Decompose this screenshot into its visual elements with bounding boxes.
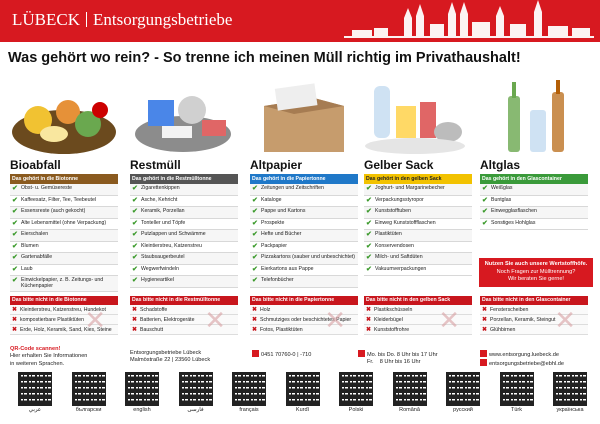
- qr-language-label: русский: [453, 407, 473, 413]
- allowed-item: [10, 219, 118, 231]
- forbidden-item-label: Kunststoffrohre: [374, 327, 410, 333]
- allowed-item-label: Tonteller und Töpfe: [141, 219, 186, 226]
- forbidden-item-label: Kleintierstreu, Katzenstreu, Hundekot: [20, 307, 106, 313]
- check-icon: ✔: [132, 208, 138, 215]
- residual-waste-photo: [128, 76, 238, 156]
- allowed-item: [10, 242, 118, 254]
- allowed-header: Das gehört in die Biotonne: [10, 174, 118, 184]
- phone-ext[interactable]: -710: [300, 352, 312, 358]
- allowed-item: [130, 242, 238, 254]
- allowed-item: [10, 207, 118, 219]
- check-icon: ✔: [12, 277, 18, 284]
- allowed-item: [250, 219, 358, 231]
- large-cross-icon: ✕: [438, 305, 460, 335]
- qr-language-label: български: [75, 407, 102, 413]
- check-icon: ✔: [366, 254, 372, 261]
- forbidden-item-label: Erde, Holz, Keramik, Sand, Kies, Steine: [20, 327, 112, 333]
- qr-language-label: Polski: [348, 407, 364, 413]
- brand-name: Entsorgungsbetriebe: [93, 10, 233, 29]
- allowed-item-label: Gartenabfälle: [21, 254, 53, 260]
- check-icon: ✔: [12, 185, 18, 192]
- allowed-item-label: Plastiktüten: [375, 231, 402, 237]
- qr-language-label: Română: [399, 407, 420, 413]
- glass-waste-photo: [486, 76, 586, 156]
- allowed-list-altglas: [480, 174, 588, 230]
- header-bar: [0, 0, 600, 42]
- forbidden-items: [10, 305, 118, 335]
- check-icon: ✔: [132, 242, 138, 250]
- page-headline: Was gehört wo rein? - So trenne ich meinen Müll richtig im Privathaushalt!: [8, 50, 521, 66]
- allowed-item-label: Zeitungen und Zeitschriften: [261, 185, 324, 191]
- allowed-item-label: Einwickelpapier, z. B. Zeitungs- und Küchenpapier: [21, 277, 104, 289]
- qr-code-icon[interactable]: [18, 372, 52, 406]
- allowed-header: Das gehört in den gelben Sack: [364, 174, 472, 184]
- allowed-item-label: Blumen: [21, 242, 39, 249]
- allowed-items: [130, 184, 238, 288]
- forbidden-list-gelber-sack: [364, 296, 472, 335]
- qr-text-1: Hier erhalten Sie Informationen: [10, 353, 88, 360]
- info-box: [479, 258, 593, 287]
- check-icon: ✔: [482, 219, 488, 227]
- qr-code-icon[interactable]: [286, 372, 320, 406]
- forbidden-item-label: Kleiderbügel: [374, 317, 403, 323]
- check-icon: ✔: [482, 196, 488, 204]
- allowed-items: [250, 184, 358, 288]
- bio-waste-photo: [8, 76, 120, 156]
- hint-line-1: Nutzen Sie auch unsere Wertstoffhöfe.: [484, 261, 588, 267]
- qr-language-label: فارسی: [187, 407, 204, 413]
- forbidden-items: [130, 305, 238, 335]
- allowed-item-label: Einweg Kunststoffflaschen: [375, 219, 436, 226]
- globe-icon: [480, 350, 487, 357]
- check-icon: ✔: [366, 231, 372, 238]
- allowed-item-label: Eierkartons aus Pappe: [261, 265, 314, 272]
- forbidden-header: Das bitte nicht in den gelben Sack: [364, 296, 472, 305]
- allowed-item: [364, 184, 472, 196]
- allowed-item-label: Joghurt- und Margarinebecher: [375, 185, 445, 191]
- allowed-item: [364, 242, 472, 254]
- check-icon: ✔: [132, 277, 138, 284]
- allowed-item-label: Kleintierstreu, Katzenstreu: [141, 242, 202, 249]
- check-icon: ✔: [366, 219, 372, 227]
- forbidden-header: Das bitte nicht in die Restmülltonne: [130, 296, 238, 305]
- allowed-item: [130, 184, 238, 196]
- org-name: Entsorgungsbetriebe Lübeck: [130, 350, 202, 356]
- check-icon: ✔: [252, 254, 258, 261]
- qr-text-2: in weiteren Sprachen.: [10, 360, 65, 367]
- allowed-item-label: Konservendosen: [375, 242, 414, 249]
- cross-icon: ✖: [482, 327, 488, 333]
- cross-icon: ✖: [482, 307, 488, 313]
- check-icon: ✔: [12, 242, 18, 250]
- check-icon: ✔: [12, 219, 18, 227]
- allowed-item: [10, 230, 118, 242]
- hours-line-2: 8 Uhr bis 16 Uhr: [379, 359, 421, 366]
- cross-icon: ✖: [252, 317, 258, 323]
- hint-line-2: Noch Fragen zur Mülltrennung?: [496, 268, 576, 275]
- check-icon: ✔: [12, 208, 18, 215]
- allowed-item: [10, 276, 118, 292]
- forbidden-list-altglas: [480, 296, 588, 335]
- qr-code-icon[interactable]: [553, 372, 587, 406]
- allowed-item-label: Sonstiges Hohlglas: [491, 219, 536, 226]
- allowed-item-label: Telefonbücher: [261, 277, 294, 283]
- allowed-item-label: Packpapier: [261, 242, 287, 249]
- forbidden-item-label: Fotos, Plastiktüten: [260, 327, 303, 333]
- allowed-header: Das gehört in die Restmülltonne: [130, 174, 238, 184]
- large-cross-icon: ✕: [84, 305, 106, 335]
- allowed-header: Das gehört in den Glascontainer: [480, 174, 588, 184]
- allowed-item: [130, 219, 238, 231]
- check-icon: ✔: [366, 265, 372, 273]
- forbidden-list-altpapier: [250, 296, 358, 335]
- check-icon: ✔: [132, 219, 138, 227]
- check-icon: ✔: [12, 196, 18, 204]
- forbidden-header: Das bitte nicht in die Papiertonne: [250, 296, 358, 305]
- allowed-item-label: Eierschalen: [21, 231, 49, 237]
- check-icon: ✔: [12, 254, 18, 261]
- check-icon: ✔: [366, 208, 372, 215]
- allowed-item: [480, 196, 588, 208]
- brand-city: LÜBECK: [12, 10, 80, 29]
- cross-icon: ✖: [252, 307, 258, 313]
- allowed-item-label: Keramik, Porzellan: [141, 208, 185, 214]
- qr-code-icon[interactable]: [500, 372, 534, 406]
- allowed-item: [130, 265, 238, 277]
- title-bioabfall: Bioabfall: [10, 158, 61, 172]
- check-icon: ✔: [252, 231, 258, 238]
- allowed-item: [480, 184, 588, 196]
- forbidden-item-label: Glühbirnen: [490, 327, 516, 333]
- qr-title: QR-Code scannen!: [10, 346, 61, 352]
- cross-icon: ✖: [12, 307, 18, 313]
- email-link[interactable]: entsorgungsbetriebe@ebhl.de: [489, 361, 565, 368]
- qr-language-label: english: [133, 407, 151, 413]
- qr-language-label: Kurdî: [295, 407, 310, 413]
- forbidden-header: Das bitte nicht in die Biotonne: [10, 296, 118, 305]
- allowed-item-label: Pizzakartons (sauber und unbeschichtet): [261, 254, 356, 260]
- allowed-item-label: Alte Lebensmittel (ohne Verpackung): [21, 219, 107, 226]
- cross-icon: ✖: [12, 317, 18, 323]
- check-icon: ✔: [12, 265, 18, 273]
- allowed-item: [130, 276, 238, 288]
- cross-icon: ✖: [366, 307, 372, 313]
- city-skyline-icon: [344, 0, 594, 42]
- allowed-item: [10, 196, 118, 208]
- allowed-item-label: Wegwerfwindeln: [141, 265, 179, 272]
- allowed-item: [364, 196, 472, 208]
- allowed-item-label: Pappe und Kartons: [261, 208, 306, 214]
- forbidden-item-label: Holz: [260, 307, 271, 313]
- qr-language-label: Türk: [511, 407, 522, 413]
- check-icon: ✔: [132, 254, 138, 261]
- allowed-item: [364, 207, 472, 219]
- qr-language-label: français: [239, 407, 259, 413]
- check-icon: ✔: [132, 265, 138, 273]
- allowed-item: [250, 265, 358, 277]
- qr-code-icon[interactable]: [72, 372, 106, 406]
- allowed-item-label: Prospekte: [261, 219, 285, 226]
- allowed-item-label: Obst- u. Gemüsereste: [21, 185, 73, 191]
- allowed-item-label: Verpackungsstyropor: [375, 196, 424, 203]
- qr-code-icon[interactable]: [446, 372, 480, 406]
- qr-code-icon[interactable]: [393, 372, 427, 406]
- phone-info: [252, 350, 352, 359]
- allowed-item-label: Kaffeesatz, Filter, Tee, Teebeutel: [21, 196, 96, 203]
- allowed-item-label: Vakuumverpackungen: [375, 265, 427, 272]
- allowed-list-altpapier: [250, 174, 358, 288]
- allowed-item: [130, 230, 238, 242]
- check-icon: ✔: [366, 242, 372, 250]
- qr-language-label: українська: [556, 407, 584, 413]
- forbidden-item-label: Fensterscheiben: [490, 307, 529, 313]
- check-icon: ✔: [12, 231, 18, 238]
- hint-line-3: Wir beraten Sie gerne!: [508, 276, 564, 283]
- opening-hours: [358, 350, 470, 367]
- allowed-item-label: Kunststofftuben: [375, 208, 411, 214]
- allowed-item-label: Kataloge: [261, 196, 282, 203]
- allowed-item-label: Staubsaugerbeutel: [141, 254, 185, 260]
- allowed-item: [364, 265, 472, 277]
- check-icon: ✔: [366, 185, 372, 192]
- qr-code-icon[interactable]: [339, 372, 373, 406]
- cross-icon: ✖: [132, 317, 138, 323]
- allowed-items: [10, 184, 118, 292]
- check-icon: ✔: [252, 265, 258, 273]
- allowed-item: [364, 219, 472, 231]
- forbidden-item-label: kompostierbare Plastiktüten: [20, 317, 85, 323]
- phone-icon: [252, 350, 259, 357]
- phone-number[interactable]: 0451 70760-0 |: [261, 352, 299, 358]
- allowed-item-label: Putzlappen und Schwämme: [141, 231, 206, 237]
- cross-icon: ✖: [366, 317, 372, 323]
- qr-code-icon[interactable]: [179, 372, 213, 406]
- check-icon: ✔: [252, 219, 258, 227]
- cross-icon: ✖: [12, 327, 18, 333]
- brand-logo: [12, 10, 232, 30]
- forbidden-header: Das bitte nicht in den Glascontainer: [480, 296, 588, 305]
- allowed-item: [10, 265, 118, 277]
- large-cross-icon: ✕: [324, 305, 346, 335]
- org-street: Malmöstraße 22 | 23560 Lübeck: [130, 357, 211, 364]
- forbidden-item-label: Batterien, Elektrogeräte: [140, 317, 195, 323]
- web-contact: [480, 350, 598, 369]
- forbidden-items: [480, 305, 588, 335]
- forbidden-item-label: Bauschutt: [140, 327, 164, 333]
- qr-language-label: عربي: [28, 407, 42, 413]
- allowed-item-label: Laub: [21, 265, 33, 272]
- forbidden-item-label: Schmutziges oder beschichtetes Papier: [260, 317, 352, 323]
- allowed-item: [250, 242, 358, 254]
- forbidden-items: [364, 305, 472, 335]
- allowed-item-label: Hefte und Bücher: [261, 231, 302, 237]
- allowed-item-label: Einwegglasflaschen: [491, 208, 537, 214]
- forbidden-item-label: Plastikschüsseln: [374, 307, 413, 313]
- check-icon: ✔: [252, 196, 258, 204]
- allowed-item: [250, 196, 358, 208]
- org-address: [130, 350, 250, 365]
- check-icon: ✔: [132, 185, 138, 192]
- check-icon: ✔: [252, 277, 258, 284]
- allowed-item: [130, 253, 238, 265]
- allowed-item: [480, 207, 588, 219]
- large-cross-icon: ✕: [554, 305, 576, 335]
- allowed-item: [480, 219, 588, 231]
- allowed-item: [250, 184, 358, 196]
- paper-waste-photo: [254, 76, 354, 156]
- cross-icon: ✖: [252, 327, 258, 333]
- mail-icon: [480, 359, 487, 366]
- allowed-item: [10, 184, 118, 196]
- allowed-item: [250, 276, 358, 288]
- allowed-items: [364, 184, 472, 276]
- allowed-item-label: Weißglas: [491, 185, 513, 191]
- allowed-item: [364, 253, 472, 265]
- allowed-item-label: Zigarettenkippen: [141, 185, 180, 191]
- website-link[interactable]: www.entsorgung.luebeck.de: [489, 352, 559, 358]
- allowed-item-label: Buntglas: [491, 196, 512, 203]
- large-cross-icon: ✕: [204, 305, 226, 335]
- allowed-item-label: Essensreste (auch gekocht): [21, 208, 86, 214]
- qr-code-icon[interactable]: [232, 372, 266, 406]
- hours-line-1: Mo. bis Do. 8 Uhr bis 17 Uhr: [367, 352, 438, 358]
- forbidden-item-label: Schadstoffe: [140, 307, 168, 313]
- allowed-item-label: Hygieneartikel: [141, 277, 174, 283]
- forbidden-items: [250, 305, 358, 335]
- qr-info: [10, 346, 120, 368]
- cross-icon: ✖: [132, 307, 138, 313]
- title-altpapier: Altpapier: [250, 158, 303, 172]
- check-icon: ✔: [132, 231, 138, 238]
- allowed-item: [130, 196, 238, 208]
- title-restmuell: Restmüll: [130, 158, 181, 172]
- title-gelber-sack: Gelber Sack: [364, 158, 434, 172]
- hours-fr: Fr.: [367, 359, 374, 366]
- allowed-list-gelber-sack: [364, 174, 472, 276]
- check-icon: ✔: [252, 185, 258, 192]
- qr-code-icon[interactable]: [125, 372, 159, 406]
- packaging-waste-photo: [360, 76, 470, 156]
- cross-icon: ✖: [132, 327, 138, 333]
- allowed-item: [250, 207, 358, 219]
- check-icon: ✔: [252, 208, 258, 215]
- forbidden-list-bioabfall: [10, 296, 118, 335]
- check-icon: ✔: [252, 242, 258, 250]
- allowed-item: [250, 230, 358, 242]
- forbidden-list-restmuell: [130, 296, 238, 335]
- allowed-header: Das gehört in die Papiertonne: [250, 174, 358, 184]
- allowed-item: [250, 253, 358, 265]
- allowed-item: [364, 230, 472, 242]
- allowed-item: [10, 253, 118, 265]
- check-icon: ✔: [132, 196, 138, 204]
- forbidden-item-label: Porzellan, Keramik, Steingut: [490, 317, 556, 323]
- cross-icon: ✖: [482, 317, 488, 323]
- allowed-list-bioabfall: [10, 174, 118, 292]
- allowed-list-restmuell: [130, 174, 238, 288]
- check-icon: ✔: [366, 196, 372, 204]
- allowed-item: [130, 207, 238, 219]
- allowed-items: [480, 184, 588, 230]
- check-icon: ✔: [482, 185, 488, 192]
- check-icon: ✔: [482, 208, 488, 215]
- title-altglas: Altglas: [480, 158, 521, 172]
- allowed-item-label: Milch- und Saftdüten: [375, 254, 423, 260]
- clock-icon: [358, 350, 365, 357]
- allowed-item-label: Asche, Kehricht: [141, 196, 178, 203]
- cross-icon: ✖: [366, 327, 372, 333]
